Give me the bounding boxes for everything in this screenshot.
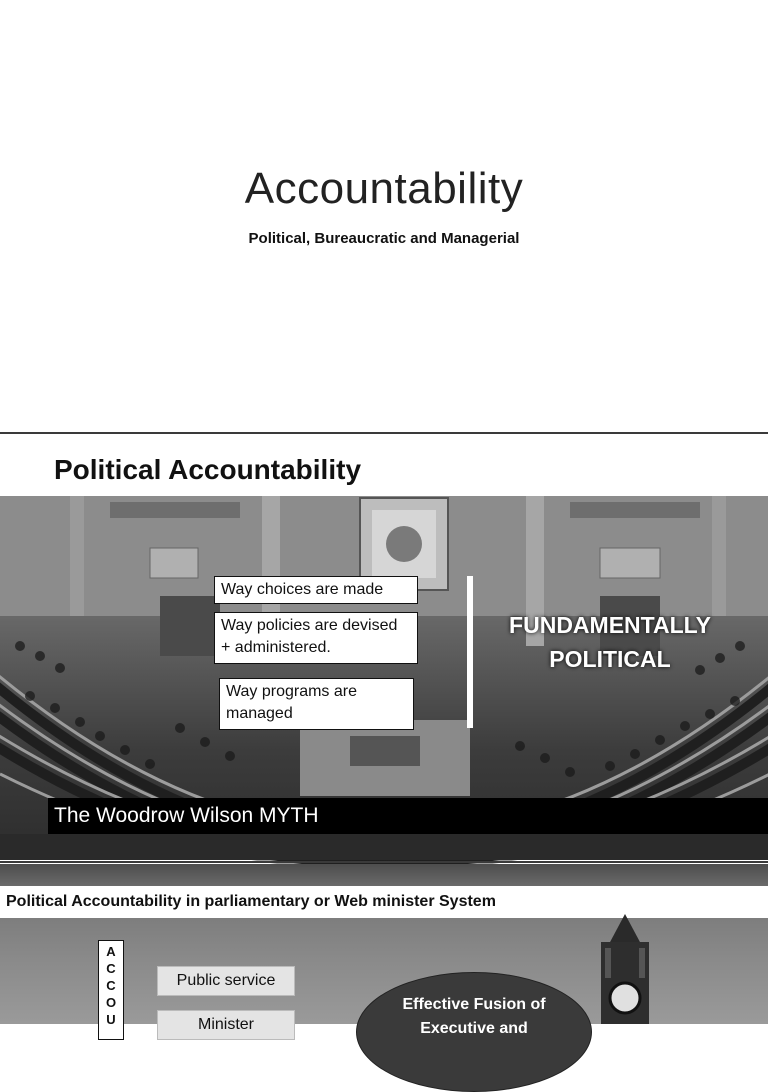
oval-line-2: Executive and [420,1020,528,1037]
vertical-letter: C [106,978,116,993]
minister-label: Minister [157,1010,295,1040]
slide-heading: Political Accountability [54,454,362,485]
slide-heading: Political Accountability in parliamentary or Web minister System [6,893,496,910]
slide-title-heading: Accountability [244,164,524,213]
slide-political-accountability [0,434,768,862]
callout-line-2: POLITICAL [549,646,671,672]
slide-divider [0,861,768,863]
vertical-label [98,940,124,1040]
fusion-oval [356,972,592,1092]
slide-title [0,0,768,432]
box-choices: Way choices are made [214,576,418,604]
vertical-letter: O [105,995,117,1010]
fundamentally-political-callout [486,608,734,676]
clock-tower-icon [585,914,665,1024]
myth-banner: The Woodrow Wilson MYTH [48,798,768,834]
oval-line-1: Effective Fusion of [402,996,546,1013]
top-strip [0,864,768,886]
box-programs: Way programs are managed [219,678,414,730]
callout-line-1: FUNDAMENTALLY [509,612,711,638]
box-policies: Way policies are devised + administered. [214,612,418,664]
vertical-letter: U [106,1012,116,1027]
slide-parliamentary-system [0,864,768,1037]
slide-subtitle: Political, Bureaucratic and Managerial [248,230,520,247]
vertical-letter: A [106,944,116,959]
vertical-letter: C [106,961,116,976]
public-service-label: Public service [157,966,295,996]
parliament-chamber-photo [0,496,768,860]
divider-line [467,576,473,728]
